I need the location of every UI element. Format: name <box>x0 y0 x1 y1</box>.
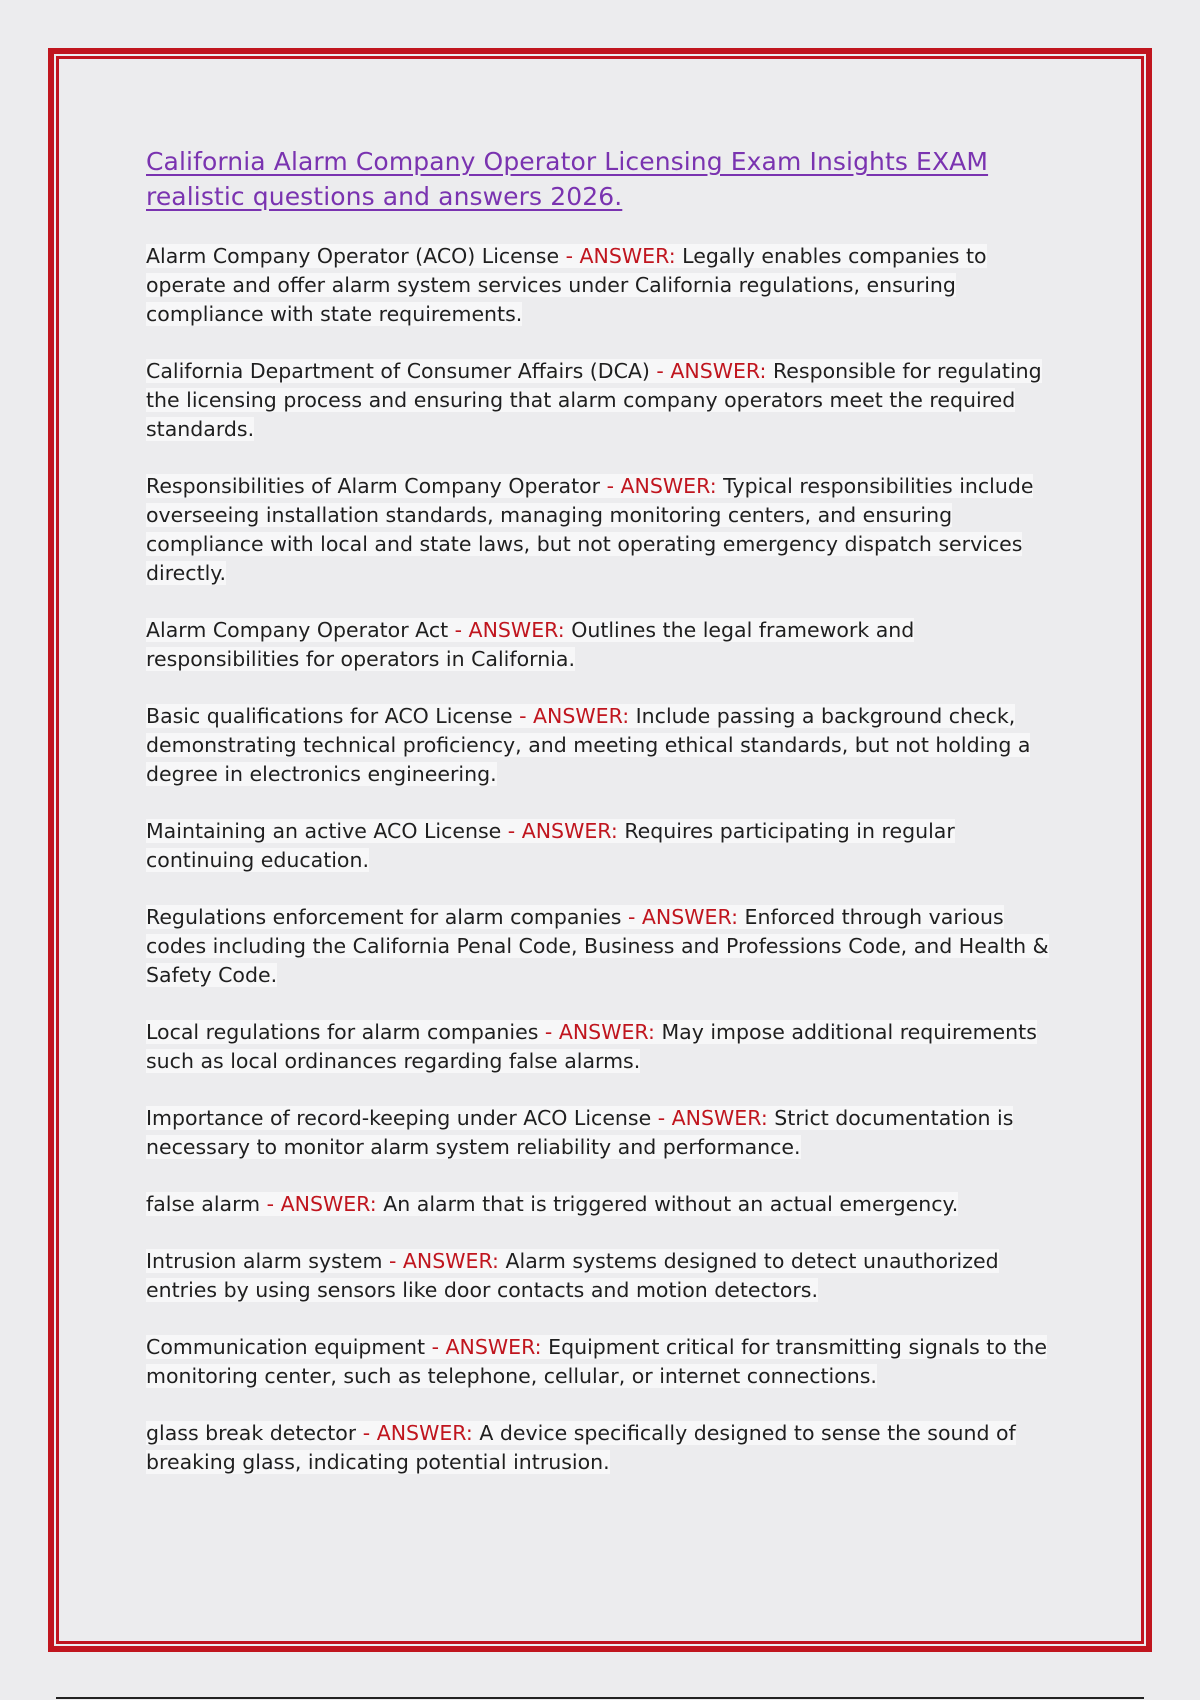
answer-label: - ANSWER: <box>559 244 676 268</box>
qa-item <box>146 817 1066 875</box>
answer-label: - ANSWER: <box>382 1249 499 1273</box>
qa-item <box>146 702 1066 789</box>
answer-label: - ANSWER: <box>651 1106 768 1130</box>
answer-label: - ANSWER: <box>512 704 630 728</box>
qa-item <box>146 1419 1066 1477</box>
qa-item <box>146 357 1066 444</box>
qa-answer: Strict documentation is necessary to monitor alarm system reliability and performance. <box>146 1106 1014 1159</box>
document-body <box>146 144 1066 1505</box>
answer-label: - ANSWER: <box>501 819 618 843</box>
answer-label: - ANSWER: <box>425 1335 542 1359</box>
qa-term: false alarm <box>146 1192 261 1216</box>
qa-answer: A device specifically designed to sense the sound of breaking glass, indicating potential intrusion. <box>146 1421 1016 1474</box>
answer-label: - ANSWER: <box>538 1020 655 1044</box>
qa-item <box>146 1333 1066 1391</box>
qa-item <box>146 903 1066 990</box>
answer-label: - ANSWER: <box>356 1421 473 1445</box>
qa-term: Importance of record-keeping under ACO License <box>146 1106 652 1130</box>
qa-answer: Legally enables companies to operate and offer alarm system services under California regulations, ensuring compliance with state requirements. <box>146 244 987 326</box>
page-bottom-rule <box>56 1697 1144 1699</box>
qa-answer: Outlines the legal framework and responsibilities for operators in California. <box>146 618 915 671</box>
qa-term: Regulations enforcement for alarm companies <box>146 905 622 929</box>
qa-item <box>146 1247 1066 1305</box>
qa-term: Maintaining an active ACO License <box>146 819 502 843</box>
qa-answer: Enforced through various codes including the California Penal Code, Business and Professions Code, and Health & Safety Code. <box>146 905 1049 987</box>
qa-item <box>146 242 1066 329</box>
answer-label: - ANSWER: <box>260 1192 377 1216</box>
answer-label: - ANSWER: <box>448 618 565 642</box>
qa-term: Alarm Company Operator Act <box>146 618 449 642</box>
qa-term: Basic qualifications for ACO License <box>146 704 513 728</box>
qa-item <box>146 616 1066 674</box>
qa-term: California Department of Consumer Affairs (DCA) <box>146 359 650 383</box>
qa-answer: Alarm systems designed to detect unauthorized entries by using sensors like door contacts and motion detectors. <box>146 1249 999 1302</box>
qa-answer: May impose additional requirements such as local ordinances regarding false alarms. <box>146 1020 1037 1073</box>
qa-list <box>146 242 1066 1477</box>
qa-term: Communication equipment <box>146 1335 426 1359</box>
qa-answer: Equipment critical for transmitting signals to the monitoring center, such as telephone, cellular, or internet connections. <box>146 1335 1048 1388</box>
qa-term: Responsibilities of Alarm Company Operator <box>146 474 601 498</box>
qa-answer: Include passing a background check, demonstrating technical proficiency, and meeting ethical standards, but not holding a degree in electronics engineering. <box>146 704 1031 786</box>
document-title: California Alarm Company Operator Licensing Exam Insights EXAM realistic questions and answers 2026. <box>146 147 989 211</box>
qa-item <box>146 1190 1066 1219</box>
answer-label: - ANSWER: <box>649 359 767 383</box>
qa-item <box>146 1018 1066 1076</box>
qa-term: Intrusion alarm system <box>146 1249 383 1273</box>
qa-term: Local regulations for alarm companies <box>146 1020 539 1044</box>
qa-item <box>146 1104 1066 1162</box>
qa-answer: An alarm that is triggered without an actual emergency. <box>376 1192 959 1216</box>
qa-term: Alarm Company Operator (ACO) License <box>146 244 560 268</box>
answer-label: - ANSWER: <box>621 905 738 929</box>
qa-item <box>146 472 1066 588</box>
answer-label: - ANSWER: <box>600 474 717 498</box>
qa-answer: Requires participating in regular continuing education. <box>146 819 955 872</box>
qa-answer: Responsible for regulating the licensing process and ensuring that alarm company operators meet the required standards. <box>146 359 1042 441</box>
qa-answer: Typical responsibilities include overseeing installation standards, managing monitoring centers, and ensuring compliance with local and state laws, but not operating emergency dispatch services directly. <box>146 474 1034 585</box>
qa-term: glass break detector <box>146 1421 357 1445</box>
